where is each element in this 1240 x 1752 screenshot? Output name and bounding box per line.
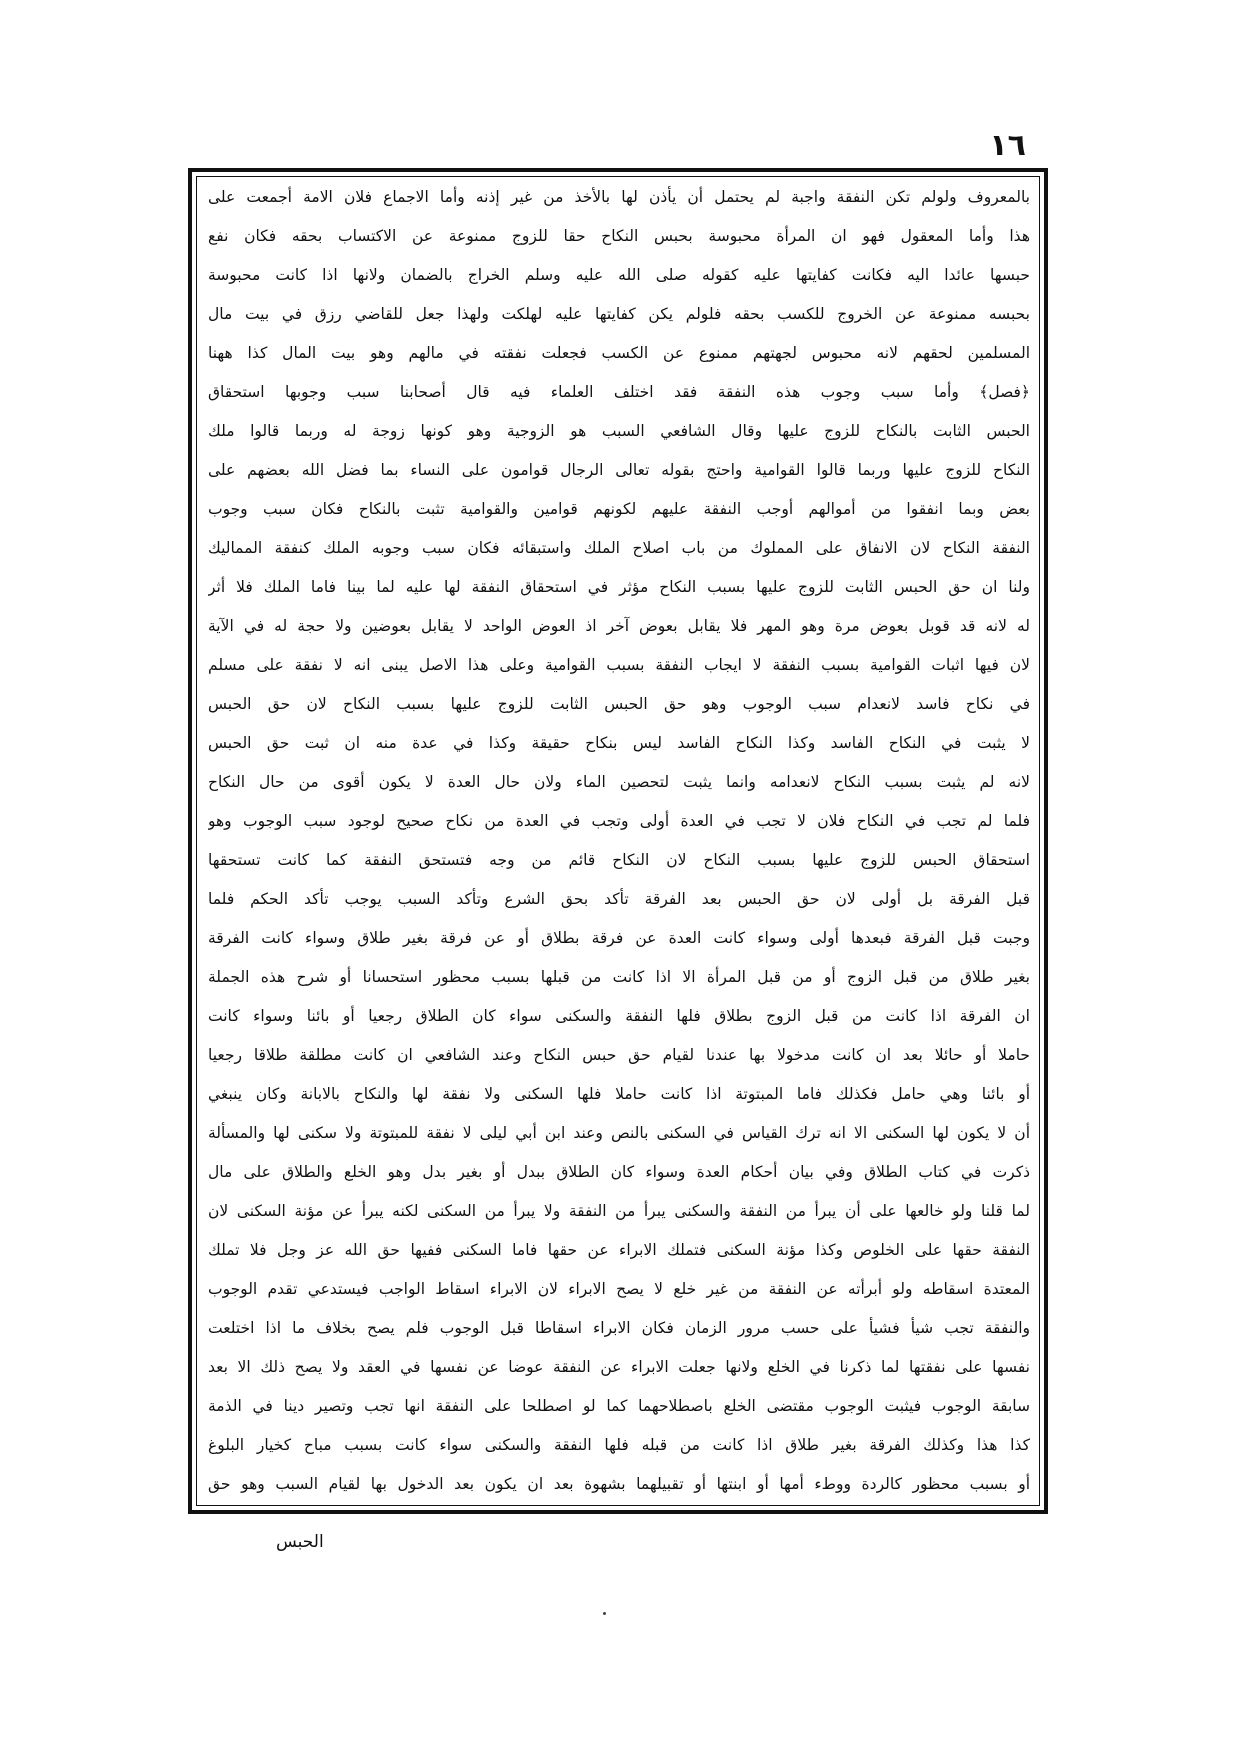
text-line: حاملا أو حائلا بعد ان كانت مدخولا بها عندنا لقيام حق حبس النكاح وعند الشافعي ان كانت مطلقة طلاقا رجعيا [208,1046,1030,1064]
text-line: الحبس الثابت بالنكاح للزوج عليها وقال الشافعي السبب هو الزوجية وهو كونها زوجة له وربما قالوا ملك [208,422,1030,440]
text-line: وجبت قبل الفرقة فبعدها أولى وسواء كانت العدة عن فرقة بطلاق أو عن فرقة بغير طلاق وسواء كانت الفرقة [208,929,1030,947]
text-line: المعتدة اسقاطه ولو أبرأته عن النفقة من غير خلع لا يصح الابراء لان الابراء اسقاط الواجب فيستدعي تقدم الوجوب [208,1280,1030,1298]
text-line: فلما لم تجب في النكاح فلان لا تجب في العدة أولى وتجب في العدة من نكاح صحيح لوجود سبب الوجوب وهو [208,812,1030,830]
text-line: النكاح للزوج عليها وربما قالوا القوامية واحتج بقوله تعالى الرجال قوامون على النساء بما فضل الله بعضهم على [208,461,1030,479]
text-line: سابقة الوجوب فيثبت الوجوب مقتضى الخلع باصطلاحهما كما لو اصطلحا على النفقة انها تجب وتصير دينا في الذمة [208,1397,1030,1415]
text-line: لا يثبت في النكاح الفاسد وكذا النكاح الفاسد ليس بنكاح حقيقة وكذا في عدة منه ان ثبت حق الحبس [208,734,1030,752]
text-line: ولنا ان حق الحبس الثابت للزوج عليها بسبب النكاح مؤثر في استحقاق النفقة لها عليه لما بينا فاما الملك فلا أثر [208,578,1030,596]
text-line: أن لا يكون لها السكنى الا انه ترك القياس في السكنى بالنص وعند ابن أبي ليلى لا نفقة للمبتوتة ولا سكنى لها والمسألة [208,1124,1030,1142]
text-line: نفسها على نفقتها لما ذكرنا في الخلع ولانها جعلت الابراء عن النفقة عوضا عن نفسها في العقد ولا يصح ذلك الا بعد [208,1358,1030,1376]
text-line: المسلمين لحقهم لانه محبوس لجهتهم ممنوع عن الكسب فجعلت نفقته في مالهم وهو بيت المال كذا ههنا [208,344,1030,362]
page-speck [603,1612,606,1615]
text-line: استحقاق الحبس للزوج عليها بسبب النكاح لان النكاح قائم من وجه فتستحق النفقة كما كانت تستحقها [208,851,1030,869]
text-line: بغير طلاق من قبل الزوج أو من قبل المرأة الا اذا كانت من قبلها بسبب محظور استحسانا أو شرح هذه الجملة [208,968,1030,986]
text-line: لما قلنا ولو خالعها على أن يبرأ من النفقة والسكنى يبرأ من النفقة ولا يبرأ من السكنى لكنه يبرأ عن مؤنة السكنى لان [208,1202,1030,1220]
text-line: حبسها عائدا اليه فكانت كفايتها عليه كقوله صلى الله عليه وسلم الخراج بالضمان ولانها اذا كانت محبوسة [208,266,1030,284]
text-line: لان فيها اثبات القوامية بسبب النفقة لا ايجاب النفقة بسبب القوامية وعلى هذا الاصل يبنى انه لا نفقة على مسلم [208,656,1030,674]
page-number: ١٦ [989,128,1026,163]
text-line: والنفقة تجب شيأ فشيأ على حسب مرور الزمان فكان الابراء اسقاطا قبل الوجوب فلم يصح بخلاف ما اذا اختلعت [208,1319,1030,1337]
text-line: قبل الفرقة بل أولى لان حق الحبس بعد الفرقة تأكد بحق الشرع وتأكد السبب يوجب تأكد الحكم فلما [208,890,1030,908]
body-text [208,180,1030,1502]
text-line: كذا هذا وكذلك الفرقة بغير طلاق اذا كانت من قبله فلها النفقة والسكنى سواء كانت بسبب مباح كخيار البلوغ [208,1436,1030,1454]
text-line: النفقة حقها على الخلوص وكذا مؤنة السكنى فتملك الابراء عن حقها فاما السكنى ففيها حق الله عز وجل فلا تملك [208,1241,1030,1259]
text-line: لانه لم يثبت بسبب النكاح لانعدامه وانما يثبت لتحصين الماء ولان حال العدة لا يكون أقوى من حال النكاح [208,773,1030,791]
text-line: أو بسبب محظور كالردة ووطء أمها أو ابنتها أو تقبيلهما بشهوة بعد ان يكون بعد الدخول بها لقيام السبب وهو حق [208,1475,1030,1493]
text-line: أو بائنا وهي حامل فكذلك فاما المبتوتة اذا كانت حاملا فلها السكنى ولا نفقة لها والنكاح بالابانة وكان ينبغي [208,1085,1030,1103]
catchword: الحبس [276,1532,324,1552]
text-line: بحبسه ممنوعة عن الخروج للكسب بحقه فلولم يكن كفايتها عليه لهلكت ولهذا جعل للقاضي رزق في بيت مال [208,305,1030,323]
text-line: له لانه قد قوبل بعوض مرة وهو المهر فلا يقابل بعوض آخر اذ العوض الواحد لا يقابل بعوضين ولا حجة له في الآية [208,617,1030,635]
text-line: ان الفرقة اذا كانت من قبل الزوج بطلاق فلها النفقة والسكنى سواء كان الطلاق رجعيا أو بائنا وسواء كانت [208,1007,1030,1025]
text-line: ﴿فصل﴾ وأما سبب وجوب هذه النفقة فقد اختلف العلماء فيه قال أصحابنا سبب وجوبها استحقاق [208,383,1030,401]
text-line: في نكاح فاسد لانعدام سبب الوجوب وهو حق الحبس الثابت للزوج عليها بسبب النكاح لان حق الحبس [208,695,1030,713]
text-line: ذكرت في كتاب الطلاق وفي بيان أحكام العدة وسواء كان الطلاق ببدل أو بغير بدل وهو الخلع والطلاق على مال [208,1163,1030,1181]
text-line: بعض وبما انفقوا من أموالهم أوجب النفقة عليهم لكونهم قوامين والقوامية تثبت بالنكاح فكان سبب وجوب [208,500,1030,518]
text-line: بالمعروف ولولم تكن النفقة واجبة لم يحتمل أن يأذن لها بالأخذ من غير إذنه وأما الاجماع فلان الامة أجمعت على [208,188,1030,206]
text-line: هذا وأما المعقول فهو ان المرأة محبوسة بحبس النكاح حقا للزوج ممنوعة عن الاكتساب بحقه فكان نفع [208,227,1030,245]
text-line: النفقة النكاح لان الانفاق على المملوك من باب اصلاح الملك واستبقائه فكان سبب وجوبه الملك كنفقة المماليك [208,539,1030,557]
